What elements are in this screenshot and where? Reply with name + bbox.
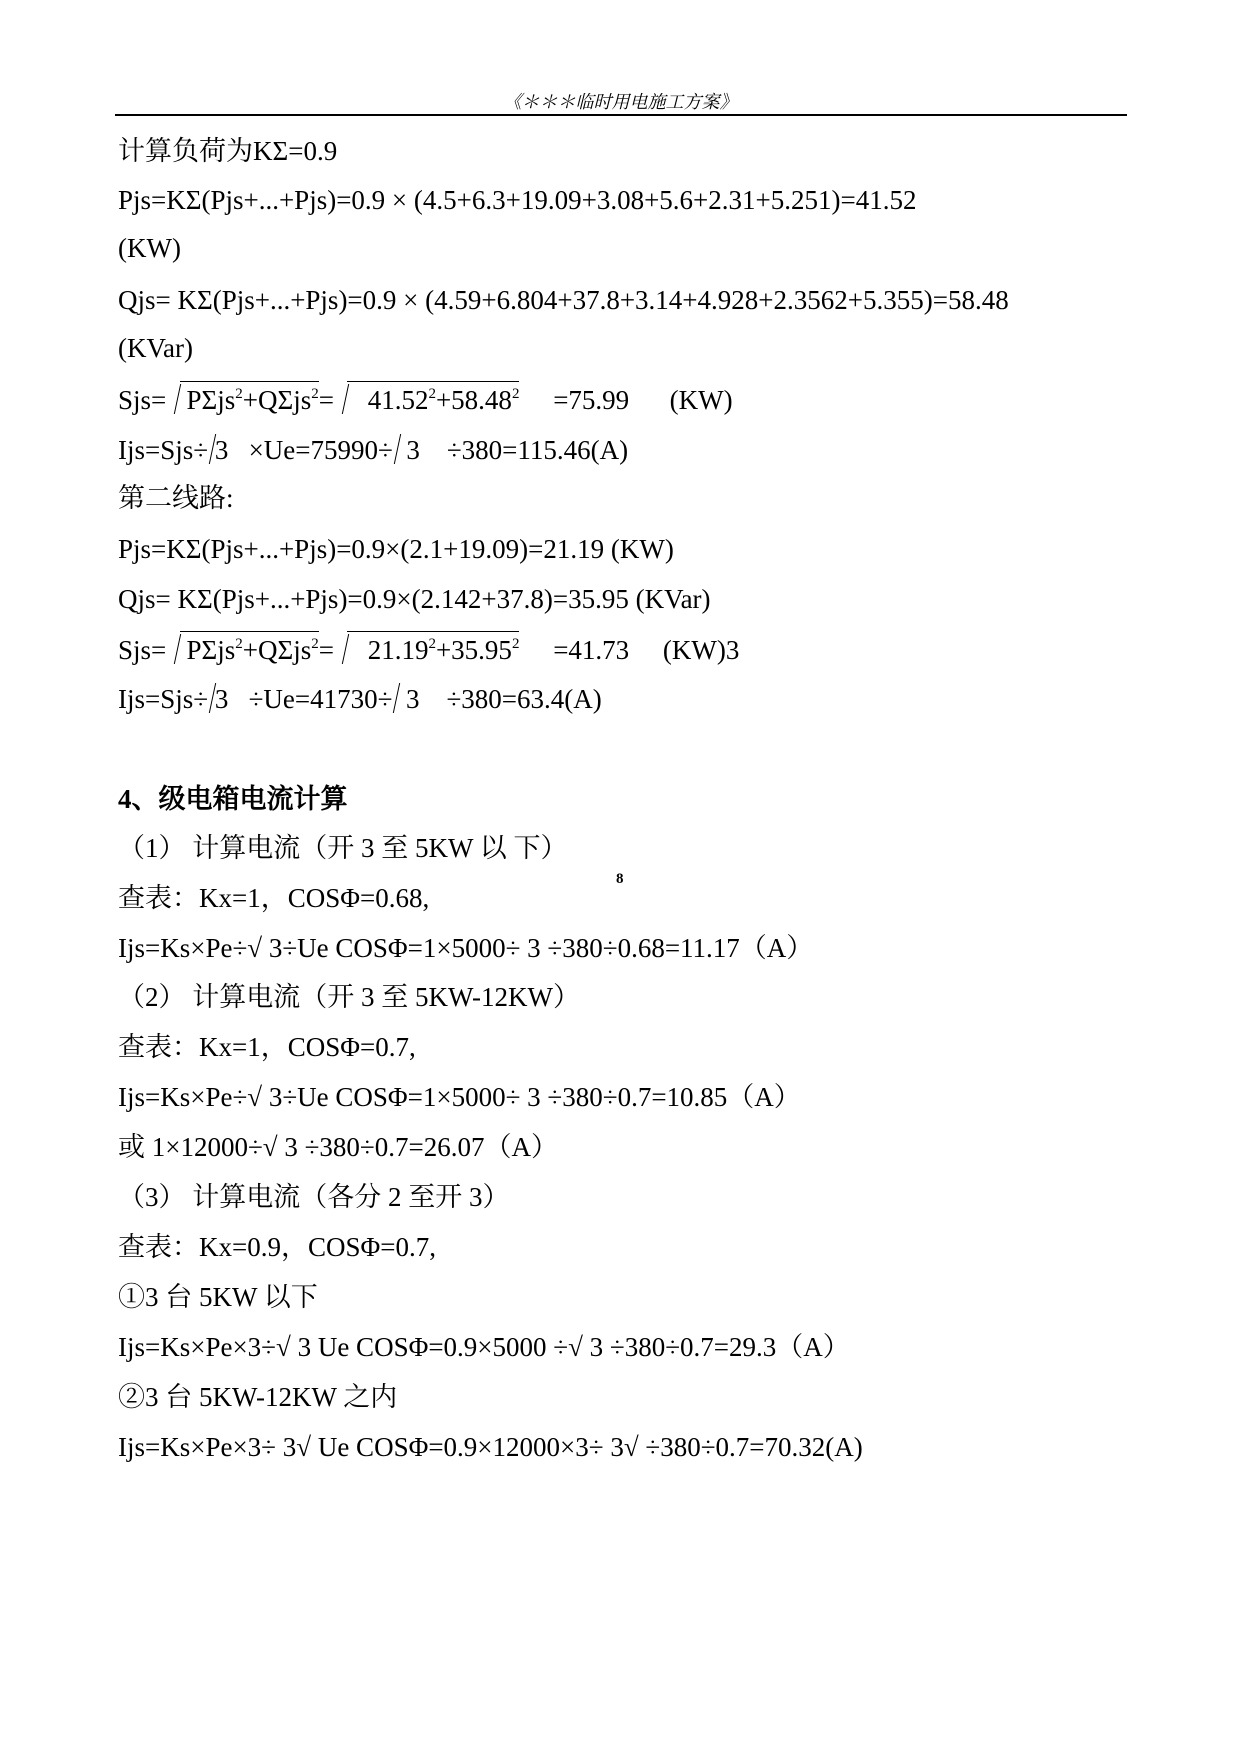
radicand xyxy=(347,381,519,418)
formula-part: 3 xyxy=(214,435,229,465)
formula-part: +QΣjs xyxy=(242,635,312,665)
text-line: 或 1×12000÷√ 3 ÷380÷0.7=26.07（A） xyxy=(118,1132,558,1162)
formula-line xyxy=(118,432,628,468)
formula-part: ÷380=115.46(A) xyxy=(446,435,629,465)
formula-part: (KW) xyxy=(669,385,733,415)
text-line: 查表：Kx=1，COSΦ=0.7, xyxy=(118,1032,416,1062)
sqrt-symbol xyxy=(341,382,348,418)
radicand xyxy=(180,381,319,418)
formula-part: =41.73 xyxy=(553,635,630,665)
formula-part: = xyxy=(318,385,334,415)
text-line: （3） 计算电流（各分 2 至开 3） xyxy=(118,1182,510,1212)
formula-part: 3 xyxy=(405,684,420,714)
text-line: Ijs=Ks×Pe×3÷√ 3 Ue COSΦ=0.9×5000 ÷√ 3 ÷380÷0.7=29.3（A） xyxy=(118,1332,850,1362)
formula-part: PΣjs xyxy=(186,635,236,665)
text-line: Ijs=Ks×Pe×3÷ 3√ Ue COSΦ=0.9×12000×3÷ 3√ ÷380÷0.7=70.32(A) xyxy=(118,1432,863,1462)
page-number: 8 xyxy=(616,871,624,887)
formula-part: Ijs=Sjs÷ xyxy=(118,684,209,714)
section-heading: 4、级电箱电流计算 xyxy=(118,784,348,814)
formula-part: 3 xyxy=(214,684,229,714)
formula-part: +QΣjs xyxy=(242,385,312,415)
text-line: Ijs=Ks×Pe÷√ 3÷Ue COSΦ=1×5000÷ 3 ÷380÷0.68=11.17（A） xyxy=(118,933,814,963)
sqrt-symbol xyxy=(208,432,215,468)
text-line: ①3 台 5KW 以下 xyxy=(118,1282,318,1312)
formula-part: ÷Ue=41730÷ xyxy=(248,684,393,714)
formula-line xyxy=(118,631,739,668)
formula-part: (KW)3 xyxy=(662,635,740,665)
sqrt-symbol xyxy=(393,432,400,468)
text-line: Pjs=KΣ(Pjs+...+Pjs)=0.9×(2.1+19.09)=21.19 (KW) xyxy=(118,534,674,564)
radicand xyxy=(180,631,319,668)
formula-part: +58.48 xyxy=(435,385,512,415)
superscript: 2 xyxy=(511,386,520,402)
formula-part: 21.19 xyxy=(367,635,429,665)
text-line: 第二线路: xyxy=(118,483,234,513)
formula-part: +35.95 xyxy=(435,635,512,665)
text-line: 计算负荷为KΣ=0.9 xyxy=(118,136,338,166)
text-line: Pjs=KΣ(Pjs+...+Pjs)=0.9 × (4.5+6.3+19.09+3.08+5.6+2.31+5.251)=41.52 xyxy=(118,185,917,215)
formula-part: = xyxy=(318,635,334,665)
formula-part: PΣjs xyxy=(186,385,236,415)
formula-part: 3 xyxy=(406,435,420,465)
header-rule xyxy=(115,114,1127,116)
formula-part: Ijs=Sjs÷ xyxy=(118,435,209,465)
superscript: 2 xyxy=(235,386,243,402)
text-line: ②3 台 5KW-12KW 之内 xyxy=(118,1382,398,1412)
superscript: 2 xyxy=(428,386,436,402)
text-line: 查表：Kx=0.9，COSΦ=0.7, xyxy=(118,1232,436,1262)
sqrt-symbol xyxy=(173,632,180,668)
formula-part: Sjs= xyxy=(118,635,167,665)
text-line: 查表：Kx=1，COSΦ=0.68, xyxy=(118,883,430,913)
superscript: 2 xyxy=(511,636,520,652)
sqrt-symbol xyxy=(341,632,348,668)
superscript: 2 xyxy=(428,636,436,652)
formula-part: =75.99 xyxy=(553,385,630,415)
text-line: Qjs= KΣ(Pjs+...+Pjs)=0.9 × (4.59+6.804+37.8+3.14+4.928+2.3562+5.355)=58.48 xyxy=(118,285,1009,315)
formula-part: ×Ue=75990÷ xyxy=(248,435,393,465)
text-line: （2） 计算电流（开 3 至 5KW-12KW） xyxy=(118,982,580,1012)
sqrt-symbol xyxy=(208,681,215,717)
sqrt-symbol xyxy=(392,681,399,717)
sqrt-symbol xyxy=(173,382,180,418)
formula-line xyxy=(118,681,602,717)
superscript: 2 xyxy=(311,636,319,652)
text-line: Qjs= KΣ(Pjs+...+Pjs)=0.9×(2.142+37.8)=35.95 (KVar) xyxy=(118,584,711,614)
formula-part: Sjs= xyxy=(118,385,167,415)
text-line: Ijs=Ks×Pe÷√ 3÷Ue COSΦ=1×5000÷ 3 ÷380÷0.7=10.85（A） xyxy=(118,1082,801,1112)
text-line: （1） 计算电流（开 3 至 5KW 以 下） xyxy=(118,833,568,863)
page-header: 《＊＊＊临时用电施工方案》 xyxy=(503,92,738,112)
text-line: (KW) xyxy=(118,233,181,263)
radicand xyxy=(347,631,519,668)
superscript: 2 xyxy=(235,636,243,652)
formula-line xyxy=(118,381,733,418)
formula-part: ÷380=63.4(A) xyxy=(446,684,602,714)
superscript: 2 xyxy=(311,386,319,402)
text-line: (KVar) xyxy=(118,333,193,363)
formula-part: 41.52 xyxy=(367,385,429,415)
